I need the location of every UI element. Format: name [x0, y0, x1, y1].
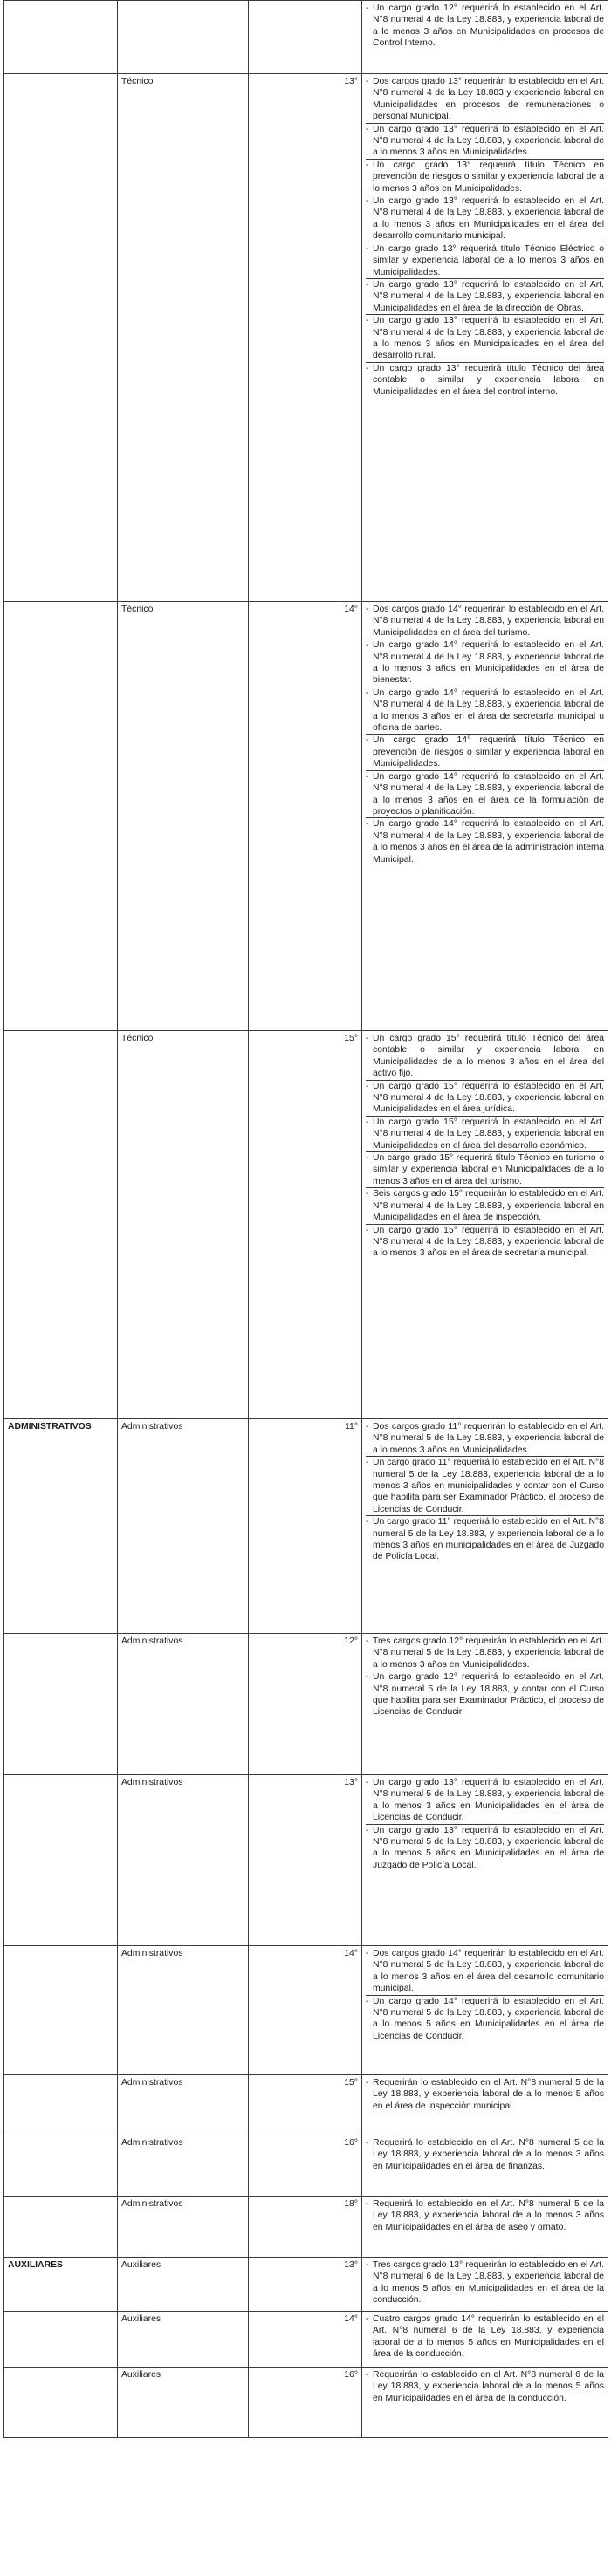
requirements-cell: [362, 1419, 608, 1634]
requirement-item: - Un cargo grado 12° requerirá lo establecido en el Art. N°8 numeral 4 de la Ley 18.883, y experiencia laboral de a lo menos 3 años en Municipalidades en procesos de Control Interno.: [366, 3, 604, 50]
staff-category-cell: [4, 1775, 118, 1946]
position-type-cell: Auxiliares: [118, 2258, 249, 2312]
grade-cell: 16°: [249, 2135, 362, 2197]
grade-cell: [249, 1, 362, 74]
requirement-item: - Requerirá lo establecido en el Art. N°8 numeral 5 de la Ley 18.883, y experiencia laboral de a lo menos 3 años en Municipalidades en el área de aseo y ornato.: [366, 2198, 604, 2233]
staff-category-cell: [4, 74, 118, 602]
requirements-cell: [362, 1031, 608, 1419]
staff-category-cell: AUXILIARES: [4, 2258, 118, 2312]
requirement-item: - Un cargo grado 14° requerirá lo establecido en el Art. N°8 numeral 4 de la Ley 18.883, y experiencia laboral de a lo menos 3 años en el área de la formulación de proyectos o planificación.: [366, 770, 604, 818]
grade-cell: 14°: [249, 1946, 362, 2075]
requirements-cell: [362, 2135, 608, 2197]
position-type-cell: Administrativos: [118, 2075, 249, 2135]
grade-cell: 12°: [249, 1634, 362, 1775]
position-type-cell: Auxiliares: [118, 2368, 249, 2438]
staff-category-cell: [4, 1946, 118, 2075]
grade-cell: 11°: [249, 1419, 362, 1634]
staff-category-cell: [4, 2135, 118, 2197]
requirement-item: - Un cargo grado 13° requerirá título Técnico Eléctrico o similar y experiencia laboral de a lo menos 3 años en Municipalidades.: [366, 243, 604, 278]
staff-category-cell: [4, 2312, 118, 2368]
grade-cell: 13°: [249, 1775, 362, 1946]
grade-cell: 15°: [249, 1031, 362, 1419]
requirement-item: - Cuatro cargos grado 14° requerirán lo establecido en el Art. N°8 numeral 6 de la Ley 18.883, y experiencia laboral de a lo menos 5 años en Municipalidades en el área de la conducción.: [366, 2313, 604, 2361]
table-row: [4, 2258, 608, 2312]
requirements-cell: [362, 1, 608, 74]
position-type-cell: Administrativos: [118, 1946, 249, 2075]
position-type-cell: Técnico: [118, 602, 249, 1031]
staffing-requirements-table: [3, 0, 608, 2438]
requirements-cell: [362, 1775, 608, 1946]
grade-cell: 14°: [249, 602, 362, 1031]
position-type-cell: Técnico: [118, 74, 249, 602]
table-row: [4, 2197, 608, 2258]
table-row: [4, 2075, 608, 2135]
grade-cell: 15°: [249, 2075, 362, 2135]
staff-category-cell: [4, 602, 118, 1031]
position-type-cell: Auxiliares: [118, 2312, 249, 2368]
requirement-item: - Tres cargos grado 13° requerirán lo establecido en el Art. N°8 numeral 6 de la Ley 18.883, y experiencia laboral de a lo menos 5 años en Municipalidades en el área de la conducción.: [366, 2259, 604, 2306]
table-row: [4, 2312, 608, 2368]
requirement-item: - Un cargo grado 14° requerirá título Técnico en prevención de riesgos o similar y experiencia laboral en Municipalidades.: [366, 734, 604, 769]
position-type-cell: Administrativos: [118, 1419, 249, 1634]
grade-cell: 14°: [249, 2312, 362, 2368]
requirements-cell: [362, 2258, 608, 2312]
requirement-item: - Requerirán lo establecido en el Art. N°8 numeral 6 de la Ley 18.883, y experiencia laboral de a lo menos 5 años en Municipalidades en el área de la conducción.: [366, 2369, 604, 2404]
staff-category-cell: [4, 1634, 118, 1775]
position-type-cell: Administrativos: [118, 2135, 249, 2197]
staff-category-cell: [4, 2197, 118, 2258]
requirement-item: - Dos cargos grado 11° requerirán lo establecido en el Art. N°8 numeral 5 de la Ley 18.883, y experiencia laboral de a lo menos 3 años en Municipalidades.: [366, 1421, 604, 1456]
grade-cell: 13°: [249, 74, 362, 602]
requirement-item: - Dos cargos grado 14° requerirán lo establecido en el Art. N°8 numeral 5 de la Ley 18.883, y experiencia laboral de a lo menos 3 años en el área del desarrollo comunitario municipal.: [366, 1948, 604, 1995]
requirement-item: - Un cargo grado 13° requerirá lo establecido en el Art. N°8 numeral 4 de la Ley 18.883, y experiencia laboral de a lo menos 3 años en Municipalidades en el área del desarrollo comunitario municipal.: [366, 195, 604, 243]
requirement-item: - Dos cargos grado 13° requerirán lo establecido en el Art. N°8 numeral 4 de la Ley 18.883 y experiencia laboral en Municipalidades en procesos de remuneraciones o personal Municipal.: [366, 76, 604, 123]
requirement-item: - Un cargo grado 13° requerirá título Técnico del área contable o similar y experiencia laboral en Municipalidades en el área del control interno.: [366, 362, 604, 398]
requirement-item: - Seis cargos grado 15° requerirán lo establecido en el Art. N°8 numeral 4 de la Ley 18.883, y experiencia laboral en Municipalidades en el área de inspección.: [366, 1187, 604, 1223]
table-row: [4, 1031, 608, 1419]
requirement-item: - Un cargo grado 12° requerirá lo establecido en el Art. N°8 numeral 5 de la Ley 18.883, y contar con el Curso que habilita para ser Examinador Práctico, el proceso de Licencias de Conducir: [366, 1671, 604, 1718]
requirement-item: - Un cargo grado 13° requerirá lo establecido en el Art. N°8 numeral 4 de la Ley 18.883, y experiencia laboral de a lo menos 3 años en Municipalidades en el área del desarrollo rural.: [366, 314, 604, 362]
requirement-item: - Un cargo grado 15° requerirá lo establecido en el Art. N°8 numeral 4 de la Ley 18.883, y experiencia laboral en Municipalidades en el área jurídica.: [366, 1080, 604, 1116]
position-type-cell: [118, 1, 249, 74]
table-row: [4, 74, 608, 602]
table-row: [4, 1634, 608, 1775]
requirements-cell: [362, 602, 608, 1031]
requirement-item: - Un cargo grado 13° requerirá lo establecido en el Art. N°8 numeral 4 de la Ley 18.883, y experiencia laboral de a lo menos 3 años en Municipalidades.: [366, 123, 604, 159]
grade-cell: 16°: [249, 2368, 362, 2438]
table-row: [4, 1419, 608, 1634]
requirements-cell: [362, 74, 608, 602]
position-type-cell: Administrativos: [118, 2197, 249, 2258]
requirement-item: - Un cargo grado 13° requerirá lo establecido en el Art. N°8 numeral 4 de la Ley 18.883, y experiencia laboral en Municipalidades en el área de la dirección de Obras.: [366, 278, 604, 314]
requirement-item: - Un cargo grado 14° requerirá lo establecido en el Art. N°8 numeral 4 de la Ley 18.883, y experiencia laboral de a lo menos 3 años en el área de la administración interna Municipal.: [366, 817, 604, 865]
table-row: [4, 602, 608, 1031]
requirements-cell: [362, 2075, 608, 2135]
table-row: [4, 2368, 608, 2438]
requirement-item: - Un cargo grado 15° requerirá lo establecido en el Art. N°8 numeral 4 de la Ley 18.883, y experiencia laboral de a lo menos 3 años en el área de secretaría municipal.: [366, 1224, 604, 1260]
staff-category-cell: ADMINISTRATIVOS: [4, 1419, 118, 1634]
requirement-item: - Un cargo grado 14° requerirá lo establecido en el Art. N°8 numeral 5 de la Ley 18.883, y experiencia laboral de a lo menos 5 años en Municipalidades en el área de Licencias de Conducir.: [366, 1995, 604, 2043]
requirement-item: - Un cargo grado 15° requerirá título Técnico del área contable o similar y experiencia laboral en Municipalidades de a lo menos 3 años en el área del activo fijo.: [366, 1033, 604, 1080]
grade-cell: 13°: [249, 2258, 362, 2312]
requirements-cell: [362, 2368, 608, 2438]
position-type-cell: Técnico: [118, 1031, 249, 1419]
table-body: [4, 1, 608, 2438]
position-type-cell: Administrativos: [118, 1775, 249, 1946]
requirement-item: - Un cargo grado 15° requerirá lo establecido en el Art. N°8 numeral 4 de la Ley 18.883, y experiencia laboral en Municipalidades en el área del desarrollo económico.: [366, 1116, 604, 1151]
table-row: [4, 1775, 608, 1946]
requirement-item: - Un cargo grado 14° requerirá lo establecido en el Art. N°8 numeral 4 de la Ley 18.883, y experiencia laboral de a lo menos 3 años en Municipalidades en el área de bienestar.: [366, 639, 604, 687]
requirement-item: - Un cargo grado 14° requerirá lo establecido en el Art. N°8 numeral 4 de la Ley 18.883, y experiencia laboral de a lo menos 3 años en el área de secretaría municipal u oficina de partes.: [366, 687, 604, 735]
requirement-item: - Requerirá lo establecido en el Art. N°8 numeral 5 de la Ley 18.883, y experiencia laboral de a lo menos 3 años en Municipalidades en el área de finanzas.: [366, 2137, 604, 2172]
staff-category-cell: [4, 1, 118, 74]
requirement-item: - Un cargo grado 13° requerirá título Técnico en prevención de riesgos o similar y experiencia laboral de a lo menos 3 años en Municipalidades.: [366, 159, 604, 195]
table-row: [4, 1946, 608, 2075]
grade-cell: 18°: [249, 2197, 362, 2258]
staff-category-cell: [4, 2368, 118, 2438]
requirement-item: - Un cargo grado 11° requerirá lo establecido en el Art. N°8 numeral 5 de la Ley 18.883, experiencia laboral de a lo menos 3 años en municipalidades y contar con el Curso que habilita para ser Examinador Práctico, el proceso de Licencias de Conducir.: [366, 1456, 604, 1515]
requirement-item: - Un cargo grado 13° requerirá lo establecido en el Art. N°8 numeral 5 de la Ley 18.883, y experiencia laboral de a lo menos 3 años en Municipalidades en el área de Licencias de Conducir.: [366, 1777, 604, 1824]
staff-category-cell: [4, 1031, 118, 1419]
requirement-item: - Dos cargos grado 14° requerirán lo establecido en el Art. N°8 numeral 4 de la Ley 18.883, y experiencia laboral en Municipalidades en el área del turismo.: [366, 604, 604, 639]
staff-category-cell: [4, 2075, 118, 2135]
requirement-item: - Un cargo grado 13° requerirá lo establecido en el Art. N°8 numeral 5 de la Ley 18.883, y experiencia laboral de a lo menos 5 años en Municipalidades en el área de Juzgado de Policía Local.: [366, 1824, 604, 1872]
table-row: [4, 2135, 608, 2197]
requirement-item: - Un cargo grado 15° requerirá título Técnico en turismo o similar y experiencia laboral en Municipalidades de a lo menos 3 años en el área del turismo.: [366, 1151, 604, 1187]
requirement-item: - Tres cargos grado 12° requerirán lo establecido en el Art. N°8 numeral 5 de la Ley 18.883, y experiencia laboral de a lo menos 3 años en Municipalidades.: [366, 1636, 604, 1671]
position-type-cell: Administrativos: [118, 1634, 249, 1775]
requirements-cell: [362, 2312, 608, 2368]
requirement-item: - Requerirán lo establecido en el Art. N°8 numeral 5 de la Ley 18.883, y experiencia laboral de a lo menos 5 años en el área de inspección municipal.: [366, 2077, 604, 2112]
requirements-cell: [362, 1946, 608, 2075]
requirements-cell: [362, 2197, 608, 2258]
table-row: [4, 1, 608, 74]
requirements-cell: [362, 1634, 608, 1775]
requirement-item: - Un cargo grado 11° requerirá lo establecido en el Art. N°8 numeral 5 de la Ley 18.883, y experiencia laboral de a lo menos 3 años en municipalidades en el área de Juzgado de Policía Local.: [366, 1515, 604, 1563]
